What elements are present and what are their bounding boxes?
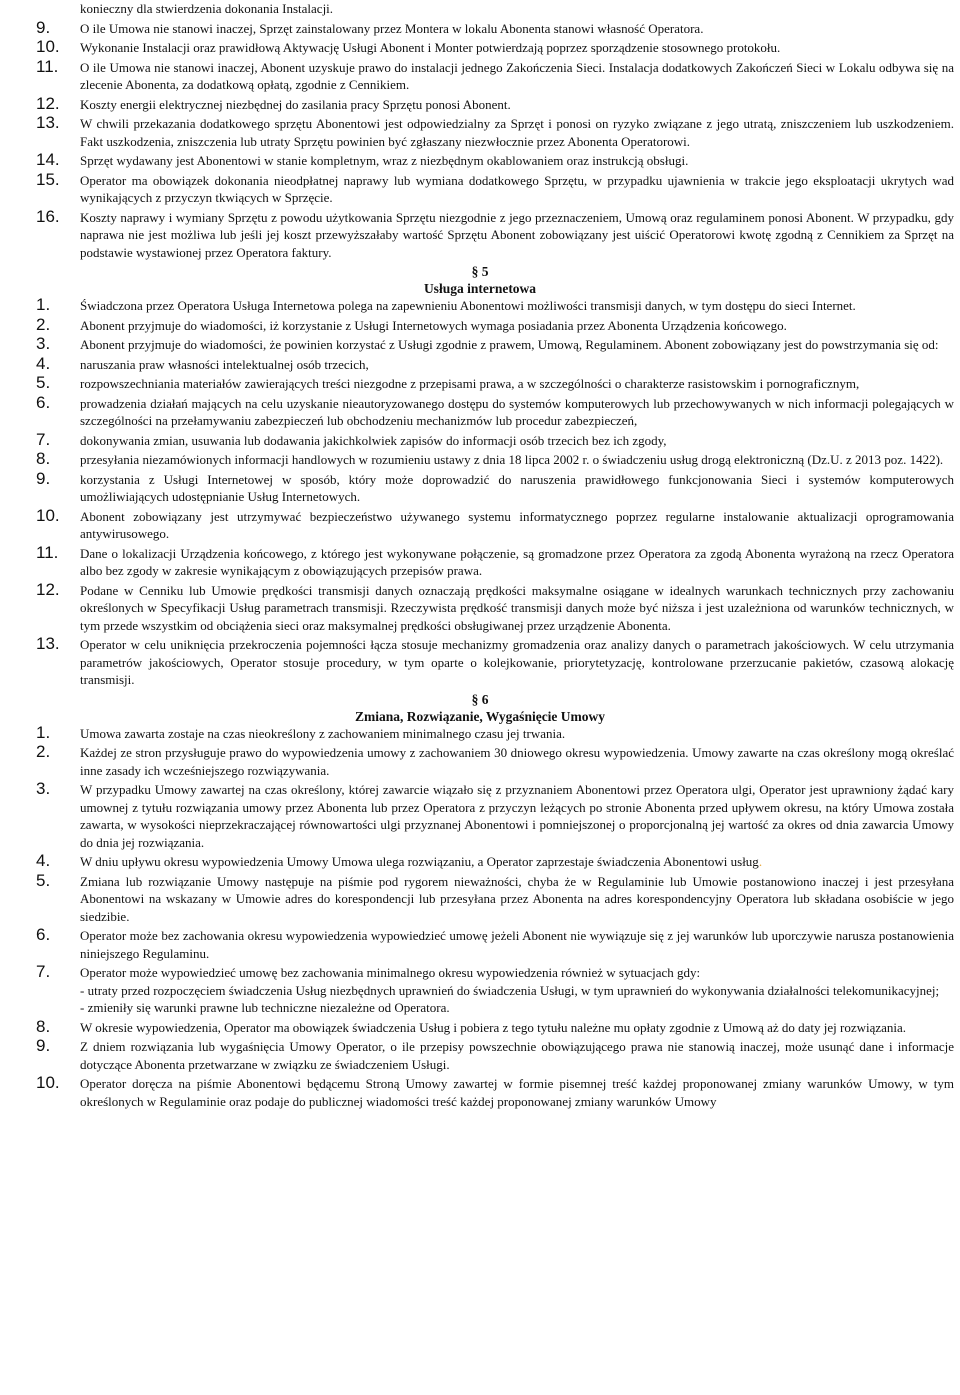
item-number: 9.	[36, 468, 51, 488]
item-text: Dane o lokalizacji Urządzenia końcowego, z którego jest wykonywane połączenie, są gromadzone przez Operatora za zgodą Abonenta wyrażoną na rzecz Operatora albo bez zgody w zakresie wynikającym z obowiązujących przepisów prawa.	[80, 545, 954, 578]
list-item	[0, 1075, 960, 1110]
item-number: 5.	[36, 870, 51, 890]
item-text: Każdej ze stron przysługuje prawo do wypowiedzenia umowy z zachowaniem 30 dniowego okresu wypowiedzenia. Umowy zawarte na czas określony mogą określać inne zasady ich wcześniejszego rozwiązywania.	[80, 745, 954, 778]
item-text: Operator ma obowiązek dokonania nieodpłatnej naprawy lub wymiana dodatkowego Sprzętu, w przypadku ujawnienia w trakcie jego eksploatacji ukrytych wad wynikających z przyczyn tkwiących w Sprzęcie.	[80, 172, 954, 205]
list-item	[0, 56, 960, 94]
item-text: W okresie wypowiedzenia, Operator ma obowiązek świadczenia Usług i pobiera z tego tytułu należne mu opłaty zgodnie z Umową aż do daty jej rozwiązania.	[80, 1019, 907, 1035]
item-number: 12.	[36, 93, 60, 113]
item-number: 7.	[36, 962, 51, 981]
item-text: prowadzenia działań mających na celu uzyskanie nieautoryzowanego dostępu do systemów komputerowych lub przechowywanych w nich informacji polegających w szczególności na przełamywaniu zabezpieczeń lub obchodzeniu mechanizmów lub procedur zabezpieczeń,	[80, 395, 954, 428]
list-item	[0, 429, 960, 450]
item-number: 10.	[36, 1073, 60, 1092]
section-6-title: Zmiana, Rozwiązanie, Wygaśnięcie Umowy	[354, 708, 606, 724]
item-number: 11.	[36, 56, 59, 76]
item-text: Operator może bez zachowania okresu wypowiedzenia wypowiedzieć umowę jeżeli Abonent nie wywiązuje się z jej warunków lub uporczywie narusza postanowienia niniejszego Regulaminu.	[80, 928, 954, 961]
item-number: 1.	[36, 722, 51, 742]
item-text: korzystania z Usługi Internetowej w sposób, który może doprowadzić do naruszenia prawidłowego funkcjonowania Sieci i systemów komputerowych umożliwiających udostępnianie Usług Internetowych.	[80, 471, 954, 504]
item-number: 16.	[36, 206, 60, 226]
list-item	[0, 206, 960, 262]
list-item	[0, 39, 960, 57]
item-text: rozpowszechniania materiałów zawierających treści niezgodne z przepisami prawa, a w szczególności o charakterze rasistowskim i pornograficznym,	[80, 376, 860, 391]
item-number: 15.	[36, 169, 60, 189]
list-item	[0, 542, 960, 580]
section-6-list	[0, 722, 960, 1111]
list-item	[0, 152, 960, 170]
item-number: 4.	[36, 353, 51, 373]
item-number: 4.	[36, 851, 51, 870]
list-item	[0, 505, 960, 543]
list-item	[0, 17, 960, 38]
item-text: naruszania praw własności intelektualnej osób trzecich,	[80, 356, 369, 372]
item-number: 10.	[36, 505, 60, 525]
item-text: Z dniem rozwiązania lub wygaśnięcia Umowy Operator, o ile przepisy powszechnie obowiązującego prawa nie stanowią inaczej, może usunąć dane i informacje dotyczące Abonenta przetwarzane w związku ze świadczeniem Usługi.	[80, 1039, 954, 1072]
item-number: 1.	[36, 295, 51, 314]
list-item	[0, 1016, 960, 1037]
item-text: dokonywania zmian, usuwania lub dodawania jakichkolwiek zapisów do informacji osób trzecich bez ich zgody,	[80, 432, 667, 448]
item-number: 5.	[36, 373, 51, 392]
section-5-number: § 5	[471, 264, 489, 279]
item-text: Abonent zobowiązany jest utrzymywać bezpieczeństwo używanego systemu informatycznego poprzez regularne instalowanie aktualizacji oprogramowania antywirusowego.	[80, 508, 954, 541]
item-number: 8.	[36, 449, 51, 468]
item-text: O ile Umowa nie stanowi inaczej, Sprzęt zainstalowany przez Montera w lokalu Abonenta stanowi własność Operatora.	[80, 20, 704, 36]
list-item	[0, 375, 960, 393]
item-text: Umowa zawarta zostaje na czas nieokreślony z zachowaniem minimalnego czasu jej trwania.	[80, 725, 566, 741]
item-number: 13.	[36, 113, 60, 132]
accent-mark: .	[758, 854, 763, 869]
item-number: 9.	[36, 17, 51, 37]
item-text: Koszty energii elektrycznej niezbędnej do zasilania pracy Sprzętu ponosi Abonent.	[80, 96, 511, 112]
item-text: Świadczona przez Operatora Usługa Internetowa polega na zapewnieniu Abonentowi możliwości transmisji danych, w tym dostępu do sieci Internet.	[80, 298, 856, 313]
item-text: O ile Umowa nie stanowi inaczej, Abonent uzyskuje prawo do instalacji jednego Zakończenia Sieci. Instalacja dodatkowych Zakończeń Sieci w Lokalu odbywa się na zlecenie Abonenta, za dodatkową opłatą, zgodnie z Cennikiem.	[80, 59, 954, 92]
list-item	[0, 468, 960, 506]
section-6-number: § 6	[471, 691, 489, 707]
item-text: Wykonanie Instalacji oraz prawidłową Aktywację Usługi Abonent i Monter potwierdzają poprzez sporządzenie stosownego protokołu.	[80, 40, 781, 55]
item-text: Operator doręcza na piśmie Abonentowi będącemu Stroną Umowy zawartej w formie pisemnej treść każdej proponowanej zmiany warunków Umowy, w tym określonych w Regulaminie oraz podaje do publicznej wiadomości treść każdej proponowanej zmiany warunków Umowy	[80, 1076, 954, 1109]
item-number: 2.	[36, 314, 51, 334]
list-item	[0, 392, 960, 430]
item-number: 3.	[36, 334, 51, 353]
list-item	[0, 115, 960, 150]
item-number: 8.	[36, 1016, 51, 1036]
section-5-title: Usługa internetowa	[423, 281, 537, 296]
list-item	[0, 870, 960, 926]
list-item	[0, 579, 960, 635]
item-text: Podane w Cenniku lub Umowie prędkości transmisji danych oznaczają prędkości maksymalne osiągane w idealnych warunkach technicznych przy zachowaniu określonych w Specyfikacji Usług parametrach transmisji. Rzeczywista prędkość transmisji danych może być niższa i jest uzależniona od warunków technicznych, w tym przede wszystkim od obciążenia sieci oraz maksymalnej prędkości obsługiwanej przez urządzenie Abonenta.	[80, 582, 954, 633]
item-subline: - zmieniły się warunki prawne lub techniczne niezależne od Operatora.	[80, 1000, 450, 1015]
item-number: 13.	[36, 634, 60, 653]
list-item	[0, 964, 960, 1017]
list-item	[0, 169, 960, 207]
list-item	[0, 336, 960, 354]
item-text: W przypadku Umowy zawartej na czas określony, której zawarcie wiązało się z przyznaniem Abonentowi przez Operatora ulgi, Operator jest uprawniony żądać kary umownej z tytułu rozwiązania umowy przez Abonenta lub przez Operatora z przyczyn leżących po stronie Abonenta przed upływem okresu, na który Umowa została zawarta, w wysokości nieprzekraczającej równowartości ulgi przyznanej Abonentowi i pomniejszonej o proporcjonalną jej wartość za okres od dnia zawarcia Umowy do dnia jej rozwiązania.	[80, 782, 954, 850]
item-subline: - utraty przed rozpoczęciem świadczenia Usług niezbędnych uprawnień do świadczenia Usługi, w tym uprawnień do wykonywania działalności telekomunikacyjnej;	[80, 982, 940, 998]
list-item	[0, 722, 960, 743]
item-number: 6.	[36, 392, 51, 412]
list-item	[0, 1038, 960, 1073]
item-number: 11.	[36, 542, 59, 562]
list-item	[0, 297, 960, 315]
list-item	[0, 927, 960, 962]
item-number: 2.	[36, 742, 51, 761]
list-item	[0, 781, 960, 851]
section-4-tail	[0, 17, 960, 262]
list-item	[0, 93, 960, 114]
item-text: W chwili przekazania dodatkowego sprzętu Abonentowi jest odpowiedzialny za Sprzęt i ponosi on ryzyko związane z jego utratą, zniszczeniem lub uszkodzeniem. Fakt uszkodzenia, zniszczenia lub utraty Sprzętu powinien być zgłaszany niezwłocznie przez Abonenta Operatorowi.	[80, 116, 954, 149]
item-number: 3.	[36, 779, 51, 798]
item-number: 12.	[36, 579, 60, 599]
section-6-number-value: 6	[481, 691, 489, 707]
item-number: 10.	[36, 37, 60, 56]
list-item	[0, 451, 960, 469]
section-5-list	[0, 297, 960, 689]
item-text: Operator może wypowiedzieć umowę bez zachowania minimalnego okresu wypowiedzenia również w sytuacjach gdy:	[80, 965, 701, 980]
list-item	[0, 853, 960, 871]
item-number: 9.	[36, 1036, 51, 1055]
list-item	[0, 314, 960, 335]
item-number: 14.	[36, 150, 60, 169]
item-text: Koszty naprawy i wymiany Sprzętu z powodu użytkowania Sprzętu niezgodnie z jego przeznaczeniem, Umową oraz regulaminem ponosi Abonent. W przypadku, gdy naprawa nie jest możliwa lub jeśli jej koszt przewyższałaby wartość Sprzętu Abonent zobowiązany jest uiścić Operatorowi kwotę zgodną z Cennikiem za Sprzęt na podstawie wystawionej przez Operatora faktury.	[80, 209, 954, 260]
item-text: Abonent przyjmuje do wiadomości, iż korzystanie z Usługi Internetowych wymaga posiadania przez Abonenta Urządzenia końcowego.	[80, 317, 787, 333]
item-text: Zmiana lub rozwiązanie Umowy następuje na piśmie pod rygorem nieważności, chyba że w Regulaminie lub Umowie postanowiono inaczej i jest przesyłana Abonentowi na wskazany w Umowie adres do korespondencji lub przesyłana przez Abonenta na adres korespondencyjny Operatora lub składana osobiście w jego siedzibie.	[80, 873, 954, 924]
item-text: Operator w celu uniknięcia przekroczenia pojemności łącza stosuje mechanizmy gromadzenia oraz analizy danych o parametrach jakościowych. W celu utrzymania parametrów jakościowych, Operator stosuje procedury, w tym oparte o kolejkowanie, priorytetyzację, kontrolowane przerzucanie pakietów, czasową alokację transmisji.	[80, 637, 954, 687]
item-number: 6.	[36, 925, 51, 944]
item-text: Sprzęt wydawany jest Abonentowi w stanie kompletnym, wraz z niezbędnym okablowaniem oraz instrukcją obsługi.	[80, 153, 689, 168]
intro-line: konieczny dla stwierdzenia dokonania Instalacji.	[80, 1, 334, 16]
list-item	[0, 744, 960, 779]
item-text: przesyłania niezamówionych informacji handlowych w rozumieniu ustawy z dnia 18 lipca 2002 r. o świadczeniu usług drogą elektroniczną (Dz.U. z 2013 poz. 1422).	[80, 452, 944, 467]
list-item	[0, 636, 960, 689]
item-text: Abonent przyjmuje do wiadomości, że powinien korzystać z Usługi zgodnie z prawem, Umową, Regulaminem. Abonent zobowiązany jest do powstrzymania się od:	[80, 337, 939, 352]
item-text: W dniu upływu okresu wypowiedzenia Umowy Umowa ulega rozwiązaniu, a Operator zaprzestaje świadczenia Abonentowi usług	[80, 854, 759, 869]
item-number: 7.	[36, 429, 51, 449]
section-5-number-value: 5	[481, 264, 489, 279]
list-item	[0, 353, 960, 374]
